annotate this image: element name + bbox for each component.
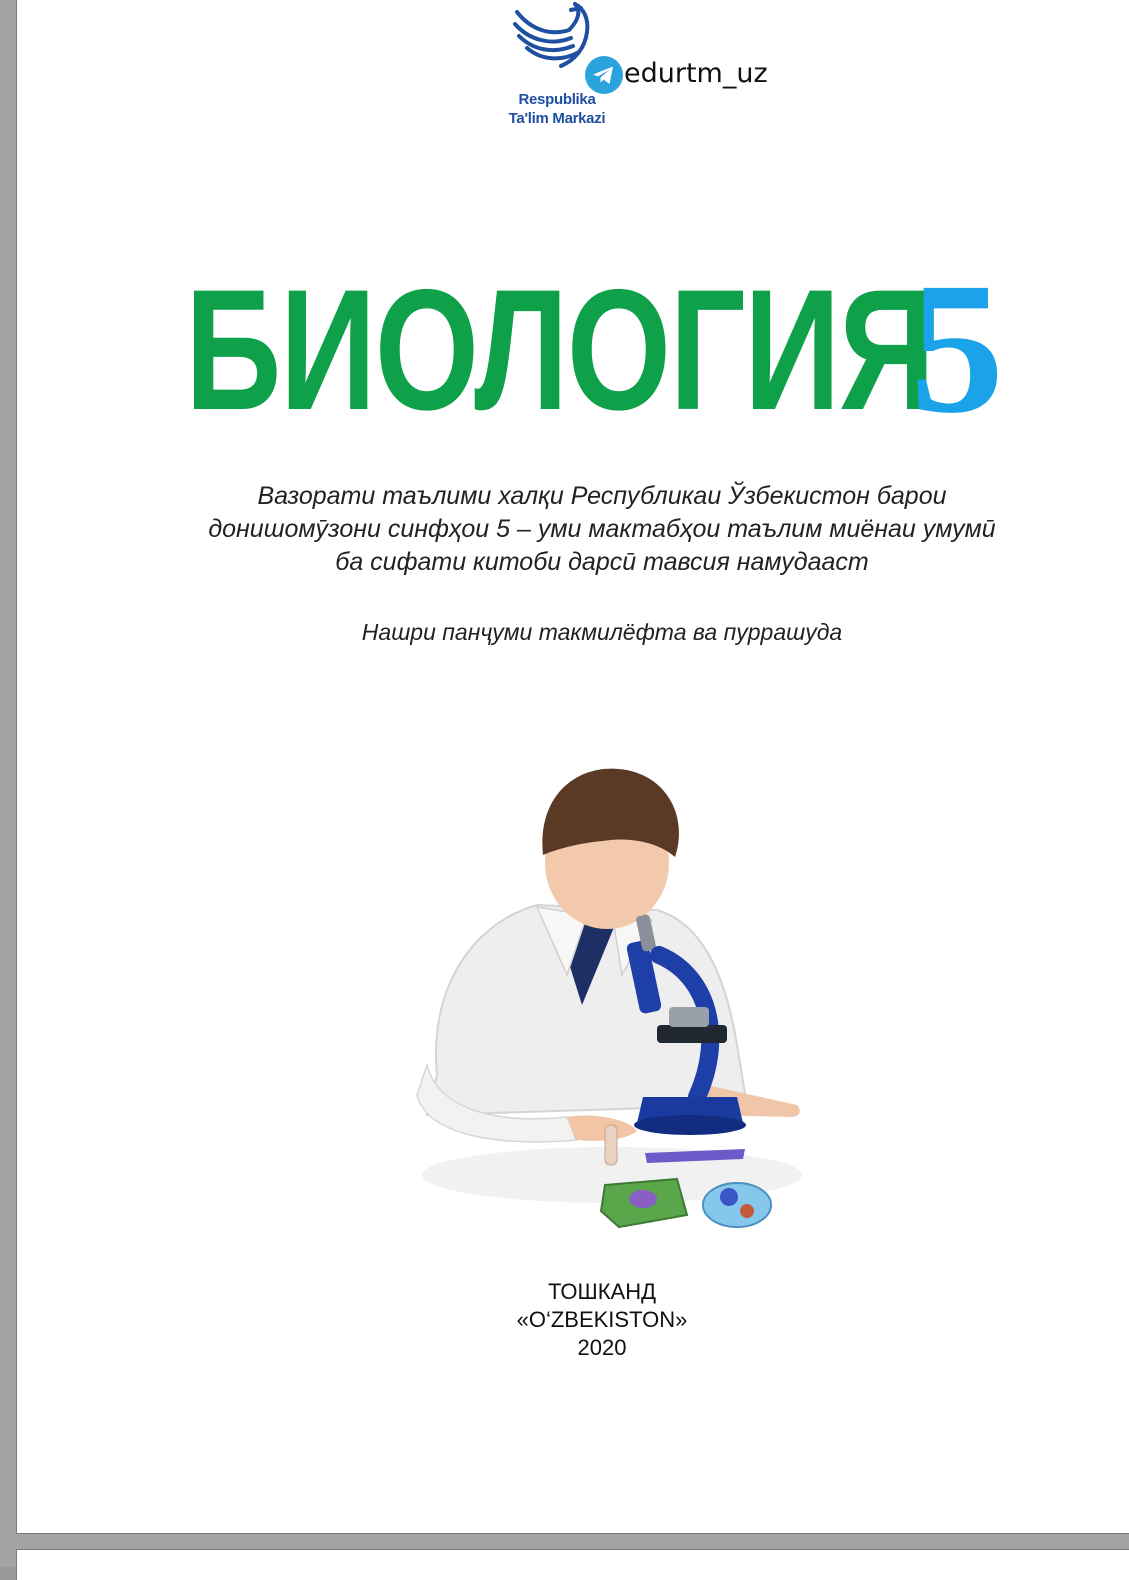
book-title: БИОЛОГИЯ [185,254,934,446]
imprint-publisher: «O‘ZBEKISTON» [516,1307,688,1332]
approval-line: ба сифати китоби дарсӣ тавсия намудааст [335,548,869,576]
approval-text [97,480,1107,579]
imprint [447,1278,757,1362]
approval-line: донишомӯзони синфҳои 5 – уми мактабҳои таълим миёнаи умумӣ [208,515,996,543]
logo-line-1: Respublika [518,91,596,108]
approval-line: Вазорати таълими халқи Республикаи Ўзбекистон барои [257,482,947,510]
dove-icon [509,0,593,70]
imprint-year: 2020 [577,1335,627,1360]
imprint-city: ТОШКАНД [547,1279,656,1304]
edition-note: Нашри панҷуми такмилёфта ва пуррашуда [361,619,843,645]
telegram-handle[interactable]: edurtm_uz [624,58,768,89]
grade-number: 5 [910,243,1004,452]
next-document-page [16,1549,1129,1580]
document-page [16,0,1129,1534]
telegram-icon[interactable] [584,55,624,95]
cover-photo [407,745,817,1245]
logo-line-2: Ta'lim Markazi [508,110,606,127]
